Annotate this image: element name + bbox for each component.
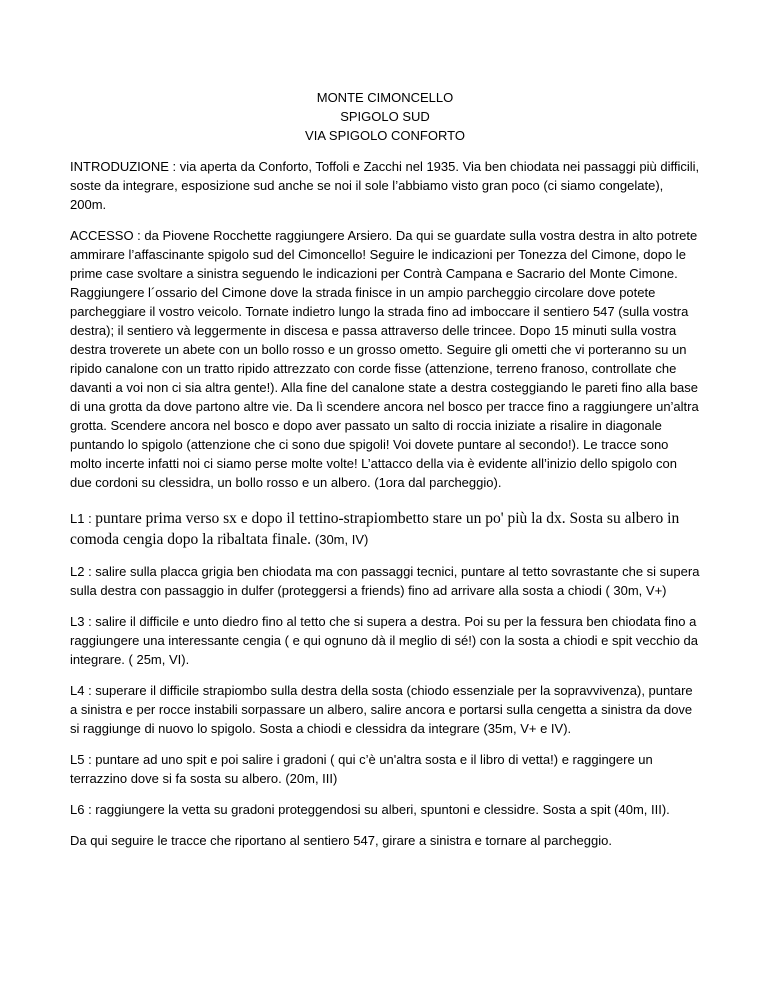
pitch-l3-paragraph: L3 : salire il difficile e unto diedro fino al tetto che si supera a destra. Poi su per la fessura ben chiodata fino a raggiungere una interessante cengia ( e qui ognuno dà il meglio di sé!) con la sosta a chiodi e spit vecchio da integrare. ( 25m, VI).	[70, 614, 699, 667]
pitch-l1-grade: (30m, IV)	[314, 532, 369, 547]
introduction-paragraph: INTRODUZIONE : via aperta da Conforto, Toffoli e Zacchi nel 1935. Via ben chiodata nei passaggi più difficili, soste da integrare, esposizione sud anche se noi il sole l’abbiamo visto gran poco (ci siamo congelate), 200m.	[70, 159, 700, 212]
pitch-l5-paragraph: L5 : puntare ad uno spit e poi salire i gradoni ( qui c’è un'altra sosta e il libro di vetta!) e raggingere un terrazzino dove si fa sosta su albero. (20m, III)	[70, 752, 653, 786]
pitch-l1-paragraph	[70, 508, 700, 550]
pitch-l4-paragraph: L4 : superare il difficile strapiombo sulla destra della sosta (chiodo essenziale per la sopravvivenza), puntare a sinistra e per rocce instabili sorpassare un albero, salire ancora e portarsi sulla cengetta a sinistra da dove si raggiunge di nuovo lo spigolo. Sosta a chiodi e clessidra da integrare (35m, V+ e IV).	[70, 683, 693, 736]
pitch-l2-paragraph: L2 : salire sulla placca grigia ben chiodata ma con passaggi tecnici, puntare al tetto sovrastante che si supera sulla destra con passaggio in dulfer (proteggersi a friends) fino ad arrivare alla sosta a chiodi ( 30m, V+)	[70, 564, 700, 598]
title-mountain: MONTE CIMONCELLO	[316, 90, 454, 105]
document-title	[70, 88, 700, 145]
pitch-l1-text: puntare prima verso sx e dopo il tettino-strapiombetto stare un po' più la dx. Sosta su albero in comoda cengia dopo la ribaltata finale.	[70, 510, 680, 548]
pitch-l6-paragraph: L6 : raggiungere la vetta su gradoni proteggendosi su alberi, spuntoni e clessidre. Sosta a spit (40m, III).	[70, 802, 670, 817]
pitch-l1-label: L1 :	[70, 511, 96, 526]
return-paragraph: Da qui seguire le tracce che riportano al sentiero 547, girare a sinistra e tornare al parcheggio.	[70, 833, 612, 848]
title-ridge: SPIGOLO SUD	[340, 109, 430, 124]
title-route: VIA SPIGOLO CONFORTO	[305, 128, 465, 143]
access-paragraph: ACCESSO : da Piovene Rocchette raggiungere Arsiero. Da qui se guardate sulla vostra destra in alto potrete ammirare l’affascinante spigolo sud del Cimoncello! Seguire le indicazioni per Tonezza del Cimone, dopo le prime case svoltare a sinistra seguendo le indicazioni per Contrà Campana e Sacrario del Monte Cimone. Raggiungere l´ossario del Cimone dove la strada finisce in un ampio parcheggio circolare dove potete parcheggiare il vostro veicolo. Tornate indietro lungo la strada fino ad imboccare il sentiero 547 (sulla vostra destra); il sentiero và leggermente in discesa e passa attraverso delle trincee. Dopo 15 minuti sulla vostra destra troverete un abete con un bollo rosso e un grosso ometto. Seguire gli ometti che vi porteranno su un ripido canalone con un tratto ripido attrezzato con corde fisse (attenzione, terreno franoso, controllate che davanti a voi non ci sia altra gente!). Alla fine del canalone state a destra costeggiando le pareti fino alla base di una grotta da dove partono altre vie. Da lì scendere ancora nel bosco per tracce fino a raggiungere un’altra grotta. Scendere ancora nel bosco e dopo aver passato un salto di roccia iniziate a risalire in diagonale puntando lo spigolo (attenzione che ci sono due spigoli! Voi dovete puntare al secondo!). Le tracce sono molto incerte infatti noi ci siamo perse molte volte! L’attacco della via è evidente all’inizio dello spigolo con due cordoni su clessidra, un bollo rosso e un albero. (1ora dal parcheggio).	[70, 228, 699, 490]
document-page	[70, 88, 700, 862]
